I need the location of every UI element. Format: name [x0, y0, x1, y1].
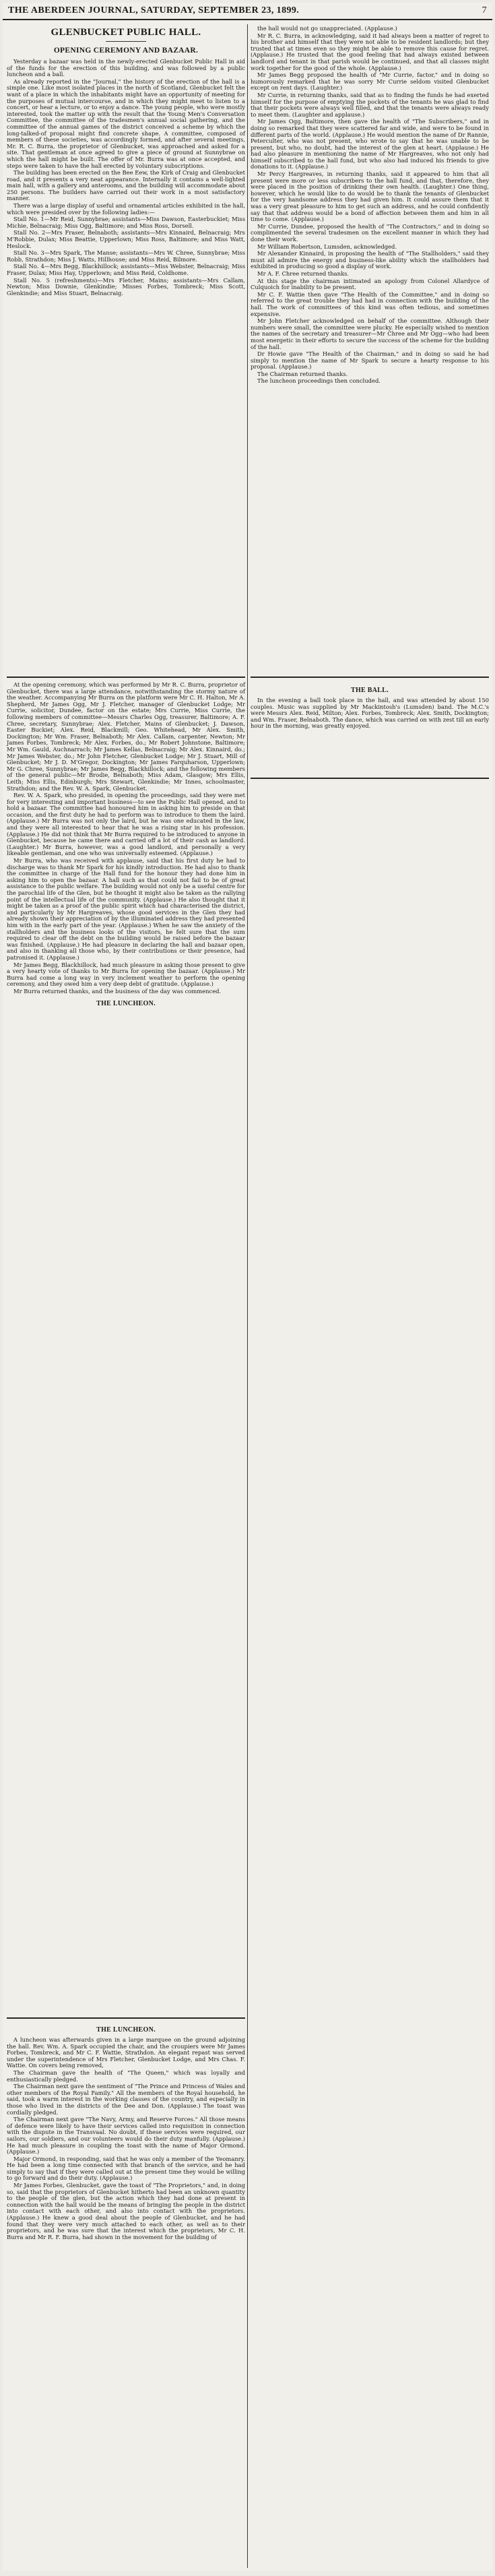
paragraph: Mr C. F. Wattie then gave "The Health of the Committee," and in doing so referred to the great trouble they had had in connection with the building of the hall. The work of committees of this kind was often tedious, and sometimes expensive.: [251, 290, 489, 317]
article-subheadline: OPENING CEREMONY AND BAZAAR.: [53, 46, 199, 55]
paragraph: The Chairman returned thanks.: [257, 370, 348, 377]
paragraph: The Chairman next gave "The Navy, Army, and Reserve Forces." All those means of defence were likely to have their services called into requisition in connection with the dispute in the Transvaal. No doubt, if these services were required, our sailors, our soldiers, and our volunteers would do their duty manfully. (Applause.) He had much pleasure in coupling the toast with the name of Major Ormond. (Applause.): [7, 2116, 245, 2156]
paragraph: Mr James Begg, Blackhillock, had much pleasure in asking those present to give a very hearty vote of thanks to Mr Burra for opening the bazaar. (Applause.) Mr Burra had come a long way in very inclement weather to perform the opening ceremony, and they owed him a very deep debt of gratitude. (Applause.): [7, 961, 245, 988]
paragraph: Mr A. F. Chree returned thanks.: [257, 270, 350, 277]
masthead: [3, 3, 492, 20]
paragraph: Stall No. 4—Mrs Begg, Blackhillock; assistants—Miss Webster, Belnacraig; Miss Fraser, Dulax; Miss Hay, Upperlown; and Miss Reid, Coldhome.: [7, 263, 245, 276]
left-top-paragraphs: [7, 59, 245, 296]
paragraph: Stall No. 2—Mrs Fraser, Belnaboth; assistants—Mrs Kinnaird, Belnacraig; Mrs M'Robbie, Dulax; Miss Beattie, Upperlown; Miss Ross, Baltimore; and Miss Watt, Heslock.: [7, 229, 245, 249]
left-mid-paragraphs: [7, 682, 245, 995]
left-column-top: [7, 26, 245, 297]
paragraph: Mr Percy Hargreaves, in returning thanks, said it appeared to him that all present were more or less subscribers to the hall fund, and that, therefore, they were placed in the position of drinking their own health. (Laughter.) One thing, however, which he would like to do would be to thank the tenants of Glenbucket for the very handsome address they had given him. It could assure them that it was a very great pleasure to him to get such an address, and he could confidently say that that address would be a bond of affection between them and him in all time to come. (Applause.): [251, 170, 489, 223]
paragraph: In the evening a ball took place in the hall, and was attended by about 150 couples. Music was supplied by Mr Mackintosh's (Lumsden) band. The M.C.'s were Messrs Alex. Reid, Milton; Alex. Forbes, Tombreck; Alex. Smith, Dockington; and Wm. Fraser, Belnaboth. The dance, which was carried on with zest till an early hour in the morning, was greatly enjoyed.: [251, 697, 489, 730]
paragraph: Rev. W. A. Spark, who presided, in opening the proceedings, said they were met for very interesting and important business—to see the Public Hall opened, and to hold a bazaar. The committee had honoured him in asking him to preside on that occasion, and the first duty he had to perform was to introduce to them the laird. (Applause.) Mr Burra was not only the laird, but he was one educated in the law, and they were all interested to hear that he was a rising star in his profession. (Applause.) He did not think that Mr Burra required to be introduced to anyone in Glenbucket, because he came there and carried off a lot of their cash as landlord. (Laughter.) Mr Burra, however, was a good landlord, and personally a very likeable gentleman, and one who was universally esteemed. (Applause.): [7, 792, 245, 857]
paragraph: Mr Alexander Kinnaird, in proposing the health of "The Stallholders," said they must all admire the energy and business-like ability which the stallholders had exhibited in producing so good a display of work.: [251, 250, 489, 270]
section-rule: [251, 677, 489, 678]
paragraph: Stall No. 5 (refreshments)—Mrs Fletcher, Mains; assistants—Mrs Callam, Newton; Miss Downie, Glenkindie; Misses Forbes, Tombreck; Miss Scott, Glenkindie; and Miss Stuart, Belnacraig.: [7, 276, 245, 296]
page-number: 7: [482, 5, 487, 15]
paragraph: Mr John Fletcher acknowledged on behalf of the committee. Although their numbers were small, the committee were plucky. He especially wished to mention the names of the secretary and treasurer—Mr Chree and Mr Ogg—who had been most energetic in their efforts to secure the success of the scheme for the building of the hall.: [251, 317, 489, 350]
paragraph: The luncheon proceedings then concluded.: [257, 377, 381, 385]
paragraph: Yesterday a bazaar was held in the newly-erected Glenbucket Public Hall in aid of the funds for the erection of this building, and was followed by a public luncheon and a ball.: [7, 58, 245, 78]
ball-paragraphs: [251, 697, 489, 730]
paragraph: The building has been erected on the Bee Eew, the Kirk of Craig and Glenbucket road, and it presents a very neat appearance. Internally it contains a well-lighted main hall, with a gallery and anterooms, and the building will accommodate about 250 persons. The builders have carried out their work in a most satisfactory manner.: [7, 169, 245, 202]
paragraph: At the opening ceremony, which was performed by Mr R. C. Burra, proprietor of Glenbucket, there was a large attendance, notwithstanding the stormy nature of the weather. Accompanying Mr Burra on the platform were Mr C. H. Halton, Mr A. Shepherd, Mr James Ogg, Mr J. Fletcher, manager of Glenbucket Lodge; Mr Currie, solicitor, Dundee, factor on the estate; Mrs Currie, Miss Currie, the following members of committee—Messrs Charles Ogg, treasurer, Baltimore; A. F. Chree, secretary, Sunnybrae; Alex. Fletcher, Mains of Glenbucket; J. Dawson, Easter Buckiet; Alex. Reid, Blackmill; Geo. Whitehead, Mr Alex. Smith, Dockington; Mr Wm. Fraser, Belnaboth; Mr Alex. Callam, carpenter, Newton; Mr James Forbes, Tombreck; Mr Alex. Forbes, do.; Mr Robert Johnstone, Baltimore; Mr Wm. Gauld, Auchnarrach; Mr James Kellas, Belnacraig; Mr Alex. Kinnaird, do.; Mr James Webster, do.; Mr John Fletcher, Glenbucket Lodge; Mr J. Stuart, Mill of Glenbucket; Mr J. D. M'Gregor, Dockington; Mr James Farquharson, Upperlown; Mr G. Chree, Sunnybrae; Mr James Begg, Blackhillock; and the following members of the general public—Mr Brodie, Belnaboth; Miss Adam, Glasgow; Mrs Ellis, Leith; Miss Ellis, Edinburgh; Mrs Stewart, Glenkindie; Mr Innes, schoolmaster, Strathdon; and the Rev. W. A. Spark, Glenbucket.: [7, 681, 245, 792]
luncheon-heading-left: THE LUNCHEON.: [96, 999, 156, 1007]
left-column-bottom: [7, 2021, 245, 2241]
masthead-title: THE ABERDEEN JOURNAL, SATURDAY, SEPTEMBER 23, 1899.: [8, 5, 300, 15]
paragraph: the hall would not go unappreciated. (Applause.): [257, 25, 397, 32]
paragraph: Mr James Ogg, Baltimore, then gave the health of "The Subscribers," and in doing so remarked that they were scattered far and wide, and were to be found in different parts of the world. (Applause.) He would mention the name of Dr Rannie, Peterculter, who was not present, who wrote to say that he was unable to be present, but who, no doubt, had the interest of the glen at heart. (Applause.) He had also pleasure in mentioning the name of Mr Hargreaves, who not only had himself subscribed to the hall fund, but who also had induced his friends to give donations to it. (Applause.): [251, 118, 489, 170]
paragraph: Stall No. 1—Mr Reid, Sunnybrae; assistants—Miss Dawson, Easterbuckiet; Miss Michie, Belnacraig; Miss Ogg, Baltimore; and Miss Ross, Dorsell.: [7, 216, 245, 229]
paragraph: Mr William Robertson, Lumsden, acknowledged.: [257, 243, 397, 250]
ball-heading: THE BALL.: [350, 687, 389, 694]
paragraph: Mr Burra returned thanks, and the business of the day was commenced.: [13, 987, 222, 995]
section-rule: [251, 778, 489, 779]
luncheon-heading: THE LUNCHEON.: [96, 2026, 156, 2034]
right-column-ball: [251, 682, 489, 730]
paragraph: As already reported in the "Journal," the history of the erection of the hall is a simple one. Like most isolated places in the north of Scotland, Glenbucket felt the want of a place in which the inhabitants might have an opportunity of meeting for the purposes of mutual intercourse, and in which they might meet to listen to a concert, or hear a lecture, or to enjoy a dance. The young people, who were mostly interested, took the matter up with the result that the Young Men's Conversation Committee, the committee of the tradesmen's annual social gathering, and the committee of the annual games of the district conceived a scheme by which the long-talked-of proposal might find concrete shape. A committee, composed of members of these societies, was accordingly formed, and after several meetings, Mr. R. C. Burra, the proprietor of Glenbucket, was approached and asked for a site. That gentleman at once agreed to give a piece of ground at Sunnybrae on which the hall might be built. The offer of Mr. Burra was at once accepted, and steps were taken to have the hall erected by voluntary subscriptions.: [7, 77, 245, 169]
paragraph: Mr Burra, who was received with applause, said that his first duty he had to discharge was to thank Mr Spark for his kindly introduction. He had also to thank the committee in charge of the Hall fund for the honour they had done him in asking him to open the bazaar. A hall such as that could not fail to be of great assistance to the public welfare. The building would not only be a useful centre for the parochial life of the Glen, but he thought it might also be taken as the rallying point of the intellectual life of the community. (Applause.) He also thought that it might be taken as a proof of the public spirit which had characterised the district, and particularly by Mr Hargreaves, whose good services in the Glen they had already shown their appreciation of by the illuminated address they had presented him with in the early part of the year. (Applause.) When he saw the anxiety of the stallholders and the business looks of the visitors, he felt sure that the sum required to clear off the debt on the building would be raised before the bazaar was finished. (Applause.) He had pleasure in declaring the hall and bazaar open, and also in thanking all those who, by their contributions or their presence, had patronised it. (Applause.): [7, 857, 245, 961]
paragraph: The Chairman gave the health of "The Queen," which was loyally and enthusiastically pledged.: [7, 2069, 245, 2083]
section-rule: [7, 677, 245, 678]
paragraph: Major Ormond, in responding, said that he was only a member of the Yeomanry. He had been a long time connected with that branch of the service, and he had simply to say that if they were called out at the present time they would be willing to go forward and do their duty. (Applause.): [7, 2155, 245, 2182]
article-headline: GLENBUCKET PUBLIC HALL.: [51, 27, 201, 38]
right-column-top: [251, 26, 489, 385]
headline-divider: [106, 41, 146, 42]
left-column-mid: [7, 682, 245, 1011]
paragraph: Mr R. C. Burra, in acknowledging, said it had always been a matter of regret to his brother and himself that they were not able to be resident landlords; but they trusted that at times even so they might be able to remove this cause for regret. (Applause.) He trusted that the good feeling that had always existed between landlord and tenant in that parish would be continued, and that all classes might work together for the good of the whole. (Applause.): [251, 32, 489, 71]
section-rule: [7, 2017, 245, 2019]
paragraph: Mr James Begg proposed the health of "Mr Currie, factor," and in doing so humorously remarked that he was sorry Mr Currie seldom visited Glenbucket except on rent days. (Laughter.): [251, 71, 489, 92]
paragraph: Dr Howie gave "The Health of the Chairman," and in doing so said he had simply to mention the name of Mr Spark to secure a hearty response to his proposal. (Applause.): [251, 350, 489, 371]
right-top-paragraphs: [251, 26, 489, 385]
newspaper-page: [3, 3, 492, 2571]
paragraph: Mr Currie, in returning thanks, said that as to finding the funds he had exerted himself for the purpose of emptying the pockets of the tenants he was glad to find that their pockets were always well filled, and that the tenants were always ready to meet them. (Laughter and applause.): [251, 91, 489, 118]
paragraph: The Chairman next gave the sentiment of "The Prince and Princess of Wales and other members of the Royal Family." All the members of the Royal household, he said, took a warm interest in the working classes of the country, and especially in those who lived in the districts of the Dee and Don. (Applause.) The toast was cordially pledged.: [7, 2083, 245, 2116]
paragraph: At this stage the chairman intimated an apology from Colonel Allardyce of Culquoich for inability to be present.: [251, 277, 489, 291]
paragraph: A luncheon was afterwards given in a large marquee on the ground adjoining the hall. Rev. Wm. A. Spark occupied the chair, and the croupiers were Mr James Forbes, Tombreck, and Mr C. F. Wattie, Strathdon. An elegant repast was served under the superintendence of Mrs Fletcher, Glenbucket Lodge, and Mrs Chas. F. Wattie. On covers being removed,: [7, 2036, 245, 2069]
left-bottom-paragraphs: [7, 2037, 245, 2240]
paragraph: Stall No. 3—Mrs Spark, The Manse; assistants—Mrs W. Chree, Sunnybrae; Miss Robb, Strathdon; Miss J. Watts, Hillhouse; and Miss Reid, Bilmore.: [7, 249, 245, 263]
paragraph: Mr Currie, Dundee, proposed the health of "The Contractors," and in doing so complimented the several tradesmen on the excellent manner in which they had done their work.: [251, 222, 489, 243]
column-rule: [247, 24, 248, 2568]
paragraph: Mr James Forbes, Glenbucket, gave the toast of "The Proprietors," and, in doing so, said that the proprietors of Glenbucket hitherto had been an unknown quantity to the people of the glen, but the action which they had done at present in connection with the hall would be the means of bringing the people in the district into contact with each other, and also into contact with the proprietors. (Applause.) He knew a good deal about the people of Glenbucket, and he had found that they were very much attached to each other, as well as to their proprietors, and he was sure that the interest which the proprietors, Mr C. H. Burra and Mr R. F. Burra, had shown in the movement for the building of: [7, 2182, 245, 2240]
paragraph: There was a large display of useful and ornamental articles exhibited in the hall, which were presided over by the following ladies:—: [7, 202, 245, 216]
